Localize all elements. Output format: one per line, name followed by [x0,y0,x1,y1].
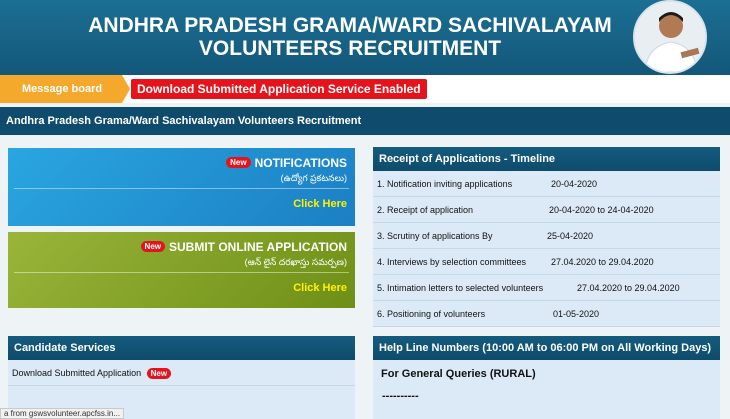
helpline-heading: Help Line Numbers (10:00 AM to 06:00 PM on All Working Days) [373,336,720,360]
header-title-line2: VOLUNTEERS RECRUITMENT [198,37,502,60]
helpline-panel [373,336,720,419]
timeline-row [373,171,720,197]
submit-title-row [141,240,347,254]
timeline-panel [373,147,720,327]
card-divider [14,272,349,273]
submit-subtitle: (ఆన్ లైన్ దరఖాస్తు సమర్పణ) [244,257,347,267]
browser-status-bar: a from gswsvolunteer.apcfss.in... [0,408,124,419]
timeline-row [373,223,720,249]
timeline-label: 5. Intimation letters to selected volunteers [377,283,544,293]
notifications-title: NOTIFICATIONS [254,156,347,170]
message-board-arrow [122,75,130,103]
helpline-number: ---------- [382,390,419,402]
timeline-label: 2. Receipt of application [377,205,474,215]
new-badge: New [147,368,171,379]
timeline-date: 27.04.2020 to 29.04.2020 [551,257,654,267]
site-header [0,0,730,75]
candidate-service-item[interactable] [8,360,355,386]
new-badge: New [226,157,250,168]
timeline-label: 4. Interviews by selection committees [377,257,527,267]
timeline-row [373,301,720,327]
timeline-date: 01-05-2020 [553,309,600,319]
timeline-date: 20-04-2020 [551,179,598,189]
general-queries-label: For General Queries (RURAL) [381,368,536,380]
card-divider [14,188,349,189]
message-board-message[interactable]: Download Submitted Application Service Enabled [131,79,427,99]
notifications-card[interactable] [8,148,355,226]
timeline-date: 27.04.2020 to 29.04.2020 [577,283,680,293]
timeline-date: 20-04-2020 to 24-04-2020 [549,205,654,215]
new-badge: New [141,241,165,252]
submit-click-here-link[interactable]: Click Here [293,282,347,294]
message-board-bar [0,75,730,103]
notifications-title-row [226,156,347,170]
candidate-services-heading: Candidate Services [8,336,355,360]
download-submitted-application-link[interactable]: Download Submitted Application [12,368,142,378]
notifications-click-here-link[interactable]: Click Here [293,198,347,210]
timeline-row [373,249,720,275]
timeline-date: 25-04-2020 [547,231,594,241]
notifications-subtitle: (ఉద్యోగ ప్రకటనలు) [280,173,347,183]
timeline-row [373,275,720,301]
timeline-label: 3. Scrutiny of applications By [377,231,493,241]
timeline-label: 6. Positioning of volunteers [377,309,486,319]
submit-title: SUBMIT ONLINE APPLICATION [169,240,347,254]
timeline-label: 1. Notification inviting applications [377,179,513,189]
chief-minister-photo [633,0,707,74]
submit-application-card[interactable] [8,232,355,308]
header-title-line1: ANDHRA PRADESH GRAMA/WARD SACHIVALAYAM [88,14,612,37]
page-title: Andhra Pradesh Grama/Ward Sachivalayam Volunteers Recruitment [0,107,730,135]
candidate-services-panel [8,336,355,419]
timeline-row [373,197,720,223]
timeline-heading: Receipt of Applications - Timeline [373,147,720,171]
message-board-label: Message board [0,75,122,103]
